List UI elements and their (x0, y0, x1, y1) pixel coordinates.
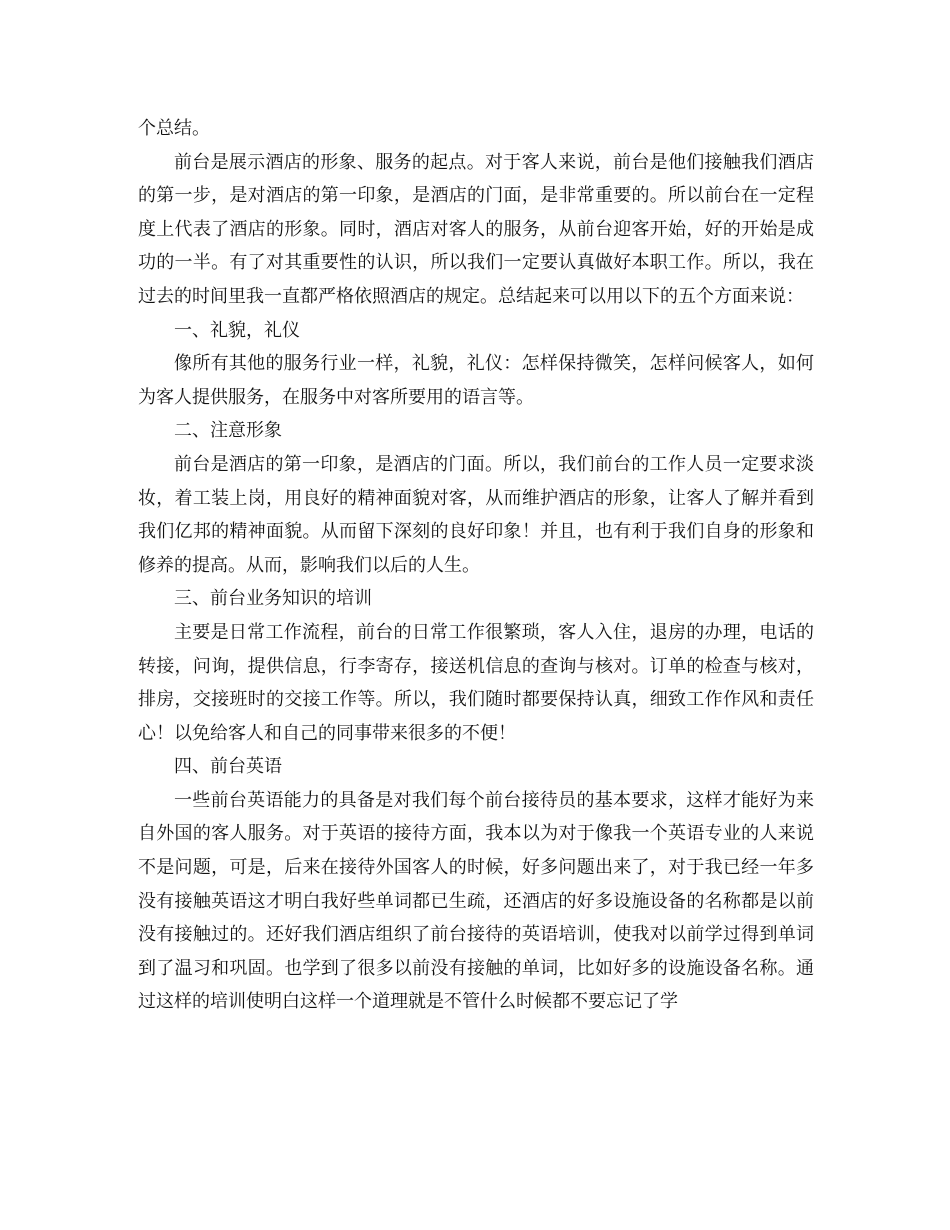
paragraph-image: 前台是酒店的第一印象，是酒店的门面。所以，我们前台的工作人员一定要求淡妆，着工装上岗，用良好的精神面貌对客，从而维护酒店的形象，让客人了解并看到我们亿邦的精神面貌。从而留下深刻的良好印象！并且，也有利于我们自身的形象和修养的提高。从而，影响我们以后的人生。 (138, 453, 814, 576)
paragraph-english: 一些前台英语能力的具备是对我们每个前台接待员的基本要求，这样才能好为来自外国的客人服务。对于英语的接待方面，我本以为对于像我一个英语专业的人来说不是问题，可是，后来在接待外国客人的时候，好多问题出来了，对于我已经一年多没有接触英语这才明白我好些单词都已生疏，还酒店的好多设施设备的名称都是以前没有接触过的。还好我们酒店组织了前台接待的英语培训，使我对以前学过得到单词到了温习和巩固。也学到了很多以前没有接触的单词，比如好多的设施设备名称。通过这样的培训使明白这样一个道理就是不管什么时候都不要忘记了学 (138, 789, 814, 1013)
section-heading-courtesy: 一、礼貌，礼仪 (174, 319, 300, 341)
paragraph-training: 主要是日常工作流程，前台的日常工作很繁琐，客人入住，退房的办理，电话的转接，问询，提供信息，行李寄存，接送机信息的查询与核对。订单的检查与核对，排房，交接班时的交接工作等。所以，我们随时都要保持认真，细致工作作风和责任心！以免给客人和自己的同事带来很多的不便！ (138, 621, 814, 744)
section-heading-english: 四、前台英语 (174, 756, 282, 778)
paragraph-intro: 前台是展示酒店的形象、服务的起点。对于客人来说，前台是他们接触我们酒店的第一步，是对酒店的第一印象，是酒店的门面，是非常重要的。所以前台在一定程度上代表了酒店的形象。同时，酒店对客人的服务，从前台迎客开始，好的开始是成功的一半。有了对其重要性的认识，所以我们一定要认真做好本职工作。所以，我在过去的时间里我一直都严格依照酒店的规定。总结起来可以用以下的五个方面来说： (138, 151, 814, 307)
section-heading-image: 二、注意形象 (174, 420, 282, 442)
section-heading-training: 三、前台业务知识的培训 (174, 588, 372, 610)
document-body (138, 112, 814, 1019)
paragraph-courtesy: 像所有其他的服务行业一样，礼貌，礼仪：怎样保持微笑，怎样问候客人，如何为客人提供服务，在服务中对客所要用的语言等。 (138, 353, 814, 408)
paragraph-continuation: 个总结。 (138, 118, 210, 139)
